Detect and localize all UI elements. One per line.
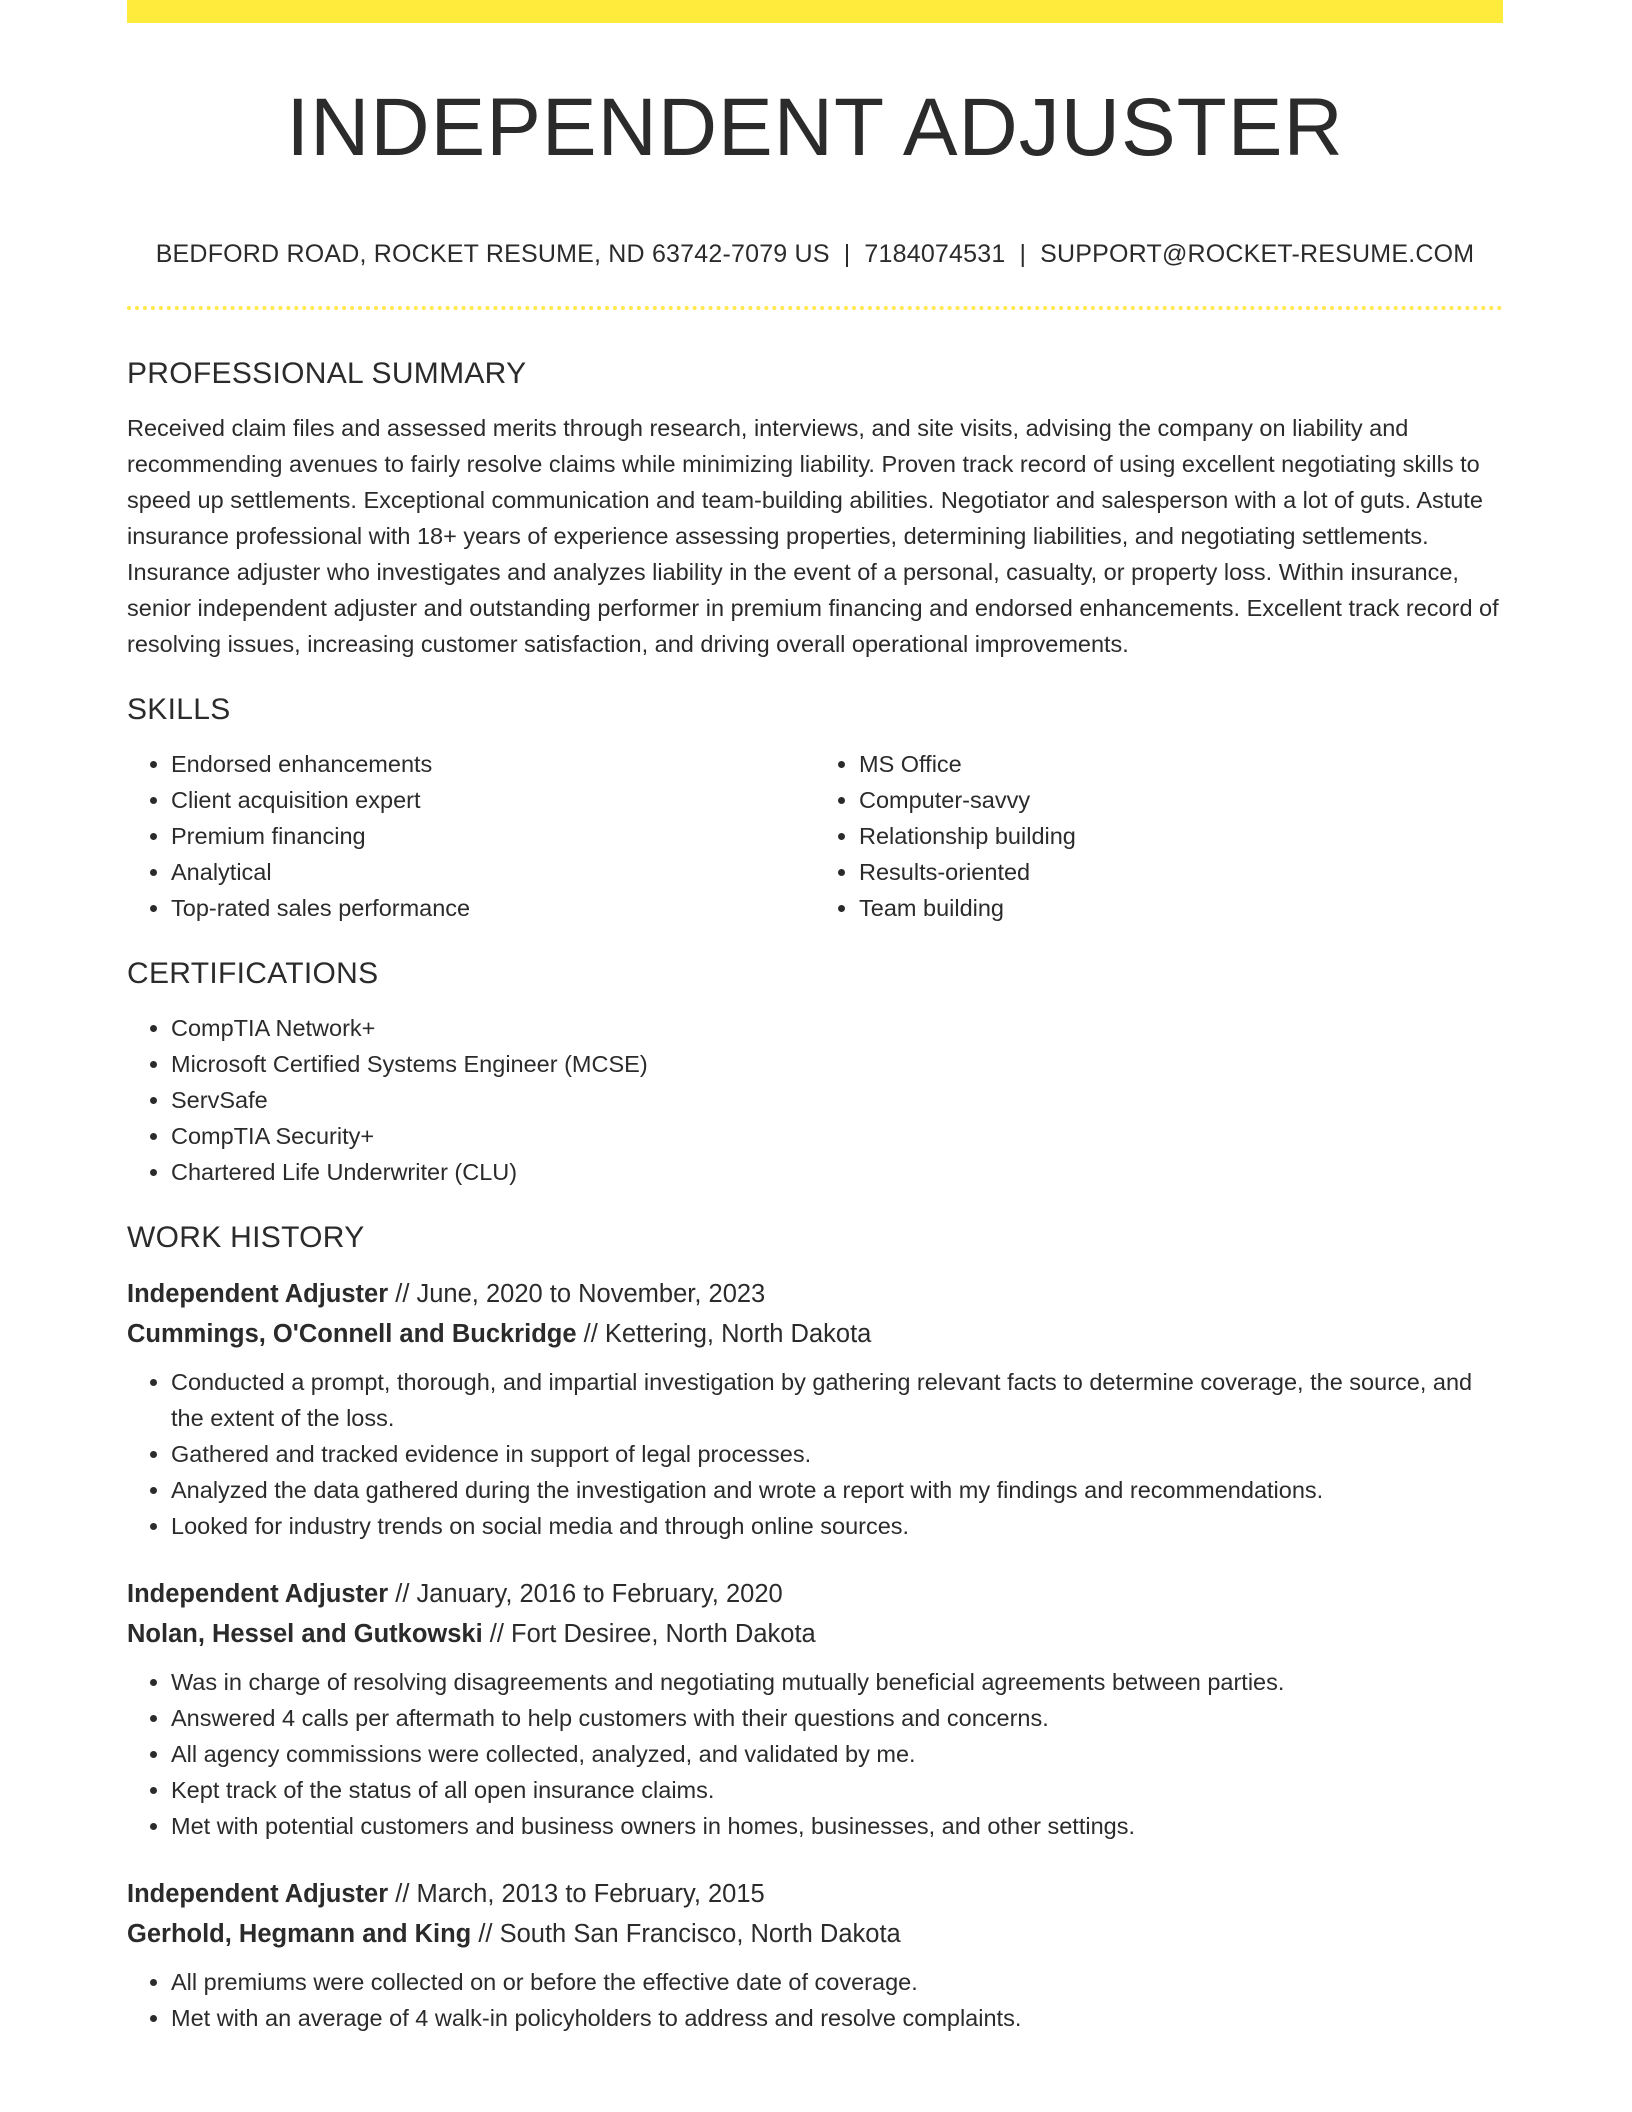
job-title: Independent Adjuster — [127, 1880, 389, 1908]
summary-text: Received claim files and assessed merits through research, interviews, and site visits, advising the company on liability and recommending avenues to fairly resolve claims while minimizing liability. Proven track record of using excellent negotiating skills to speed up settlements. Exceptional communication and team-building abilities. Negotiator and salesperson with a lot of guts. Astute insurance professional with 18+ years of experience assessing properties, determining liabilities, and negotiating settlements. Insurance adjuster who investigates and analyzes liability in the event of a personal, casualty, or property loss. Within insurance, senior independent adjuster and outstanding performer in premium financing and endorsed enhancements. Excellent track record of resolving issues, increasing customer satisfaction, and driving overall operational improvements. — [127, 415, 1499, 657]
job-bullet: • All premiums were collected on or before the effective date of coverage. — [171, 1964, 1503, 2000]
certification-item: • Microsoft Certified Systems Engineer (MCSE) — [171, 1046, 1503, 1082]
accent-bar — [127, 0, 1503, 23]
job-bullet: • Analyzed the data gathered during the investigation and wrote a report with my findings and recommendations. — [171, 1472, 1503, 1508]
job-dates: // March, 2013 to February, 2015 — [388, 1880, 765, 1908]
job-bullet: • All agency commissions were collected, analyzed, and validated by me. — [171, 1736, 1503, 1772]
job-location: // Kettering, North Dakota — [576, 1320, 872, 1348]
job-bullet: • Looked for industry trends on social media and through online sources. — [171, 1508, 1503, 1544]
job-company-line — [127, 1914, 1503, 1954]
job-title: Independent Adjuster — [127, 1580, 389, 1608]
job-company-line — [127, 1314, 1503, 1354]
skill-item: • Computer-savvy — [859, 782, 1503, 818]
job-bullets — [127, 1364, 1503, 1544]
job-company-line — [127, 1614, 1503, 1654]
certification-item: • CompTIA Network+ — [171, 1010, 1503, 1046]
job-title-line — [127, 1874, 1503, 1914]
skill-item: • Top-rated sales performance — [171, 890, 815, 926]
resume-body — [127, 352, 1503, 2066]
job-company: Cummings, O'Connell and Buckridge — [127, 1320, 577, 1348]
job-dates: // June, 2020 to November, 2023 — [388, 1280, 766, 1308]
skill-item: • Client acquisition expert — [171, 782, 815, 818]
contact-line — [127, 236, 1503, 272]
summary-heading: PROFESSIONAL SUMMARY — [127, 357, 527, 390]
skills-list-right — [815, 746, 1503, 926]
job-entry — [127, 1274, 1503, 1544]
job-bullets — [127, 1664, 1503, 1844]
contact-email: SUPPORT@ROCKET-RESUME.COM — [1040, 240, 1475, 268]
work-history-section — [127, 1216, 1503, 2036]
contact-separator: | — [843, 240, 851, 268]
skill-item: • MS Office — [859, 746, 1503, 782]
job-location: // South San Francisco, North Dakota — [471, 1920, 901, 1948]
job-bullets — [127, 1964, 1503, 2036]
certifications-section — [127, 952, 1503, 1190]
job-title: Independent Adjuster — [127, 1280, 389, 1308]
job-title-line — [127, 1274, 1503, 1314]
certification-item: • CompTIA Security+ — [171, 1118, 1503, 1154]
dotted-divider — [127, 306, 1503, 310]
job-bullet: • Was in charge of resolving disagreements and negotiating mutually beneficial agreements between parties. — [171, 1664, 1503, 1700]
contact-address: BEDFORD ROAD, ROCKET RESUME, ND 63742-7079 US — [155, 240, 830, 268]
job-company: Gerhold, Hegmann and King — [127, 1920, 472, 1948]
summary-section — [127, 352, 1503, 662]
job-bullet: • Kept track of the status of all open insurance claims. — [171, 1772, 1503, 1808]
job-dates: // January, 2016 to February, 2020 — [388, 1580, 783, 1608]
skill-item: • Endorsed enhancements — [171, 746, 815, 782]
job-bullet: • Conducted a prompt, thorough, and impartial investigation by gathering relevant facts to determine coverage, the source, and the extent of the loss. — [171, 1364, 1503, 1436]
job-bullet: • Met with potential customers and business owners in homes, businesses, and other settings. — [171, 1808, 1503, 1844]
skills-list-left — [127, 746, 815, 926]
work-history-heading: WORK HISTORY — [127, 1221, 365, 1254]
job-entry — [127, 1574, 1503, 1844]
skill-item: • Results-oriented — [859, 854, 1503, 890]
job-entry — [127, 1874, 1503, 2036]
job-title-line — [127, 1574, 1503, 1614]
job-bullet: • Gathered and tracked evidence in support of legal processes. — [171, 1436, 1503, 1472]
skill-item: • Team building — [859, 890, 1503, 926]
job-bullet: • Met with an average of 4 walk-in policyholders to address and resolve complaints. — [171, 2000, 1503, 2036]
job-location: // Fort Desiree, North Dakota — [482, 1620, 816, 1648]
certification-item: • Chartered Life Underwriter (CLU) — [171, 1154, 1503, 1190]
contact-phone: 7184074531 — [864, 240, 1006, 268]
skills-columns — [127, 746, 1503, 926]
certification-item: • ServSafe — [171, 1082, 1503, 1118]
contact-separator: | — [1019, 240, 1027, 268]
job-bullet: • Answered 4 calls per aftermath to help customers with their questions and concerns. — [171, 1700, 1503, 1736]
job-company: Nolan, Hessel and Gutkowski — [127, 1620, 483, 1648]
certifications-list — [127, 1010, 1503, 1190]
skill-item: • Relationship building — [859, 818, 1503, 854]
skill-item: • Premium financing — [171, 818, 815, 854]
skills-heading: SKILLS — [127, 693, 231, 726]
certifications-heading: CERTIFICATIONS — [127, 957, 379, 990]
resume-title: INDEPENDENT ADJUSTER — [286, 82, 1344, 173]
skills-section — [127, 688, 1503, 926]
skill-item: • Analytical — [171, 854, 815, 890]
